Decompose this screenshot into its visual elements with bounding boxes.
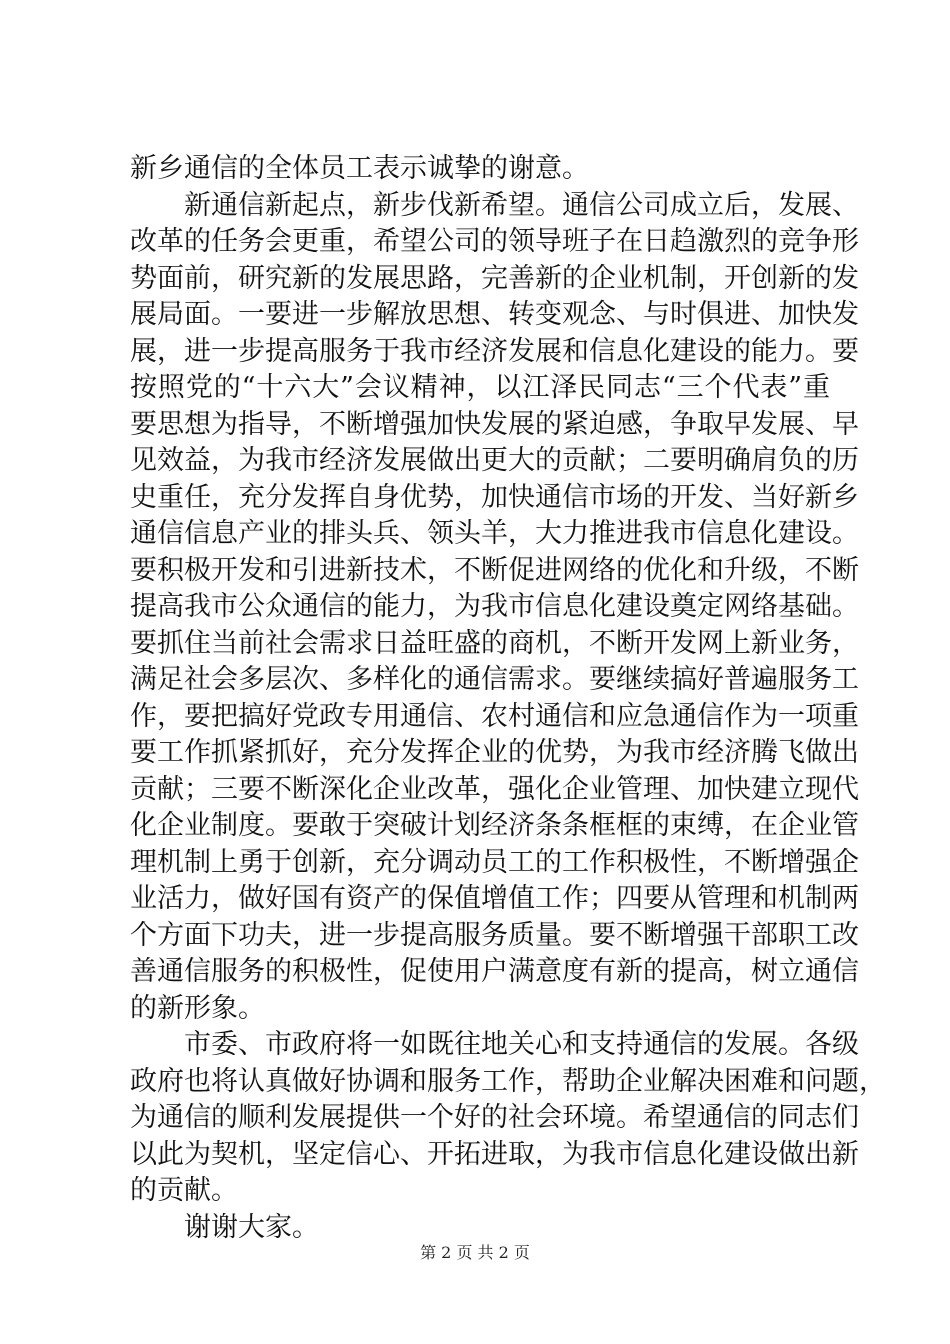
- text-line: 展，进一步提高服务于我市经济发展和信息化建设的能力。要: [130, 336, 859, 367]
- text-line: 展局面。一要进一步解放思想、转变观念、与时俱进、加快发: [130, 299, 859, 330]
- text-line: 以此为契机，坚定信心、开拓进取，为我市信息化建设做出新: [130, 1139, 859, 1170]
- text-line: 史重任，充分发挥自身优势，加快通信市场的开发、当好新乡: [130, 482, 859, 513]
- text-line: 谢谢大家。: [130, 1212, 319, 1243]
- text-line: 提高我市公众通信的能力，为我市信息化建设奠定网络基础。: [130, 591, 859, 622]
- text-line: 新通信新起点，新步伐新希望。通信公司成立后，发展、: [130, 190, 859, 221]
- text-line: 政府也将认真做好协调和服务工作，帮助企业解决困难和问题，: [130, 1066, 886, 1097]
- text-line: 为通信的顺利发展提供一个好的社会环境。希望通信的同志们: [130, 1102, 859, 1133]
- text-line: 业活力，做好国有资产的保值增值工作；四要从管理和机制两: [130, 883, 859, 914]
- page-footer: 第 2 页 共 2 页: [420, 1243, 530, 1262]
- text-line: 要工作抓紧抓好，充分发挥企业的优势，为我市经济腾飞做出: [130, 737, 859, 768]
- text-line: 改革的任务会更重，希望公司的领导班子在日趋激烈的竞争形: [130, 226, 859, 257]
- text-line: 化企业制度。要敢于突破计划经济条条框框的束缚，在企业管: [130, 810, 859, 841]
- text-line: 理机制上勇于创新，充分调动员工的工作积极性，不断增强企: [130, 847, 859, 878]
- text-line: 见效益，为我市经济发展做出更大的贡献；二要明确肩负的历: [130, 445, 859, 476]
- text-line: 的贡献。: [130, 1175, 238, 1206]
- text-line: 新乡通信的全体员工表示诚挚的谢意。: [130, 153, 589, 184]
- text-line: 的新形象。: [130, 993, 265, 1024]
- text-line: 要思想为指导，不断增强加快发展的紧迫感，争取早发展、早: [130, 409, 859, 440]
- text-line: 善通信服务的积极性，促使用户满意度有新的提高，树立通信: [130, 956, 859, 987]
- text-line: 要抓住当前社会需求日益旺盛的商机，不断开发网上新业务，: [130, 628, 859, 659]
- text-line: 势面前，研究新的发展思路，完善新的企业机制，开创新的发: [130, 263, 859, 294]
- text-line: 满足社会多层次、多样化的通信需求。要继续搞好普遍服务工: [130, 664, 859, 695]
- text-line: 贡献；三要不断深化企业改革，强化企业管理、加快建立现代: [130, 774, 859, 805]
- text-line: 按照党的“十六大”会议精神，以江泽民同志“三个代表”重: [130, 372, 830, 403]
- text-line: 通信信息产业的排头兵、领头羊，大力推进我市信息化建设。: [130, 518, 859, 549]
- text-line: 市委、市政府将一如既往地关心和支持通信的发展。各级: [130, 1029, 859, 1060]
- text-line: 个方面下功夫，进一步提高服务质量。要不断增强干部职工改: [130, 920, 859, 951]
- text-line: 作，要把搞好党政专用通信、农村通信和应急通信作为一项重: [130, 701, 859, 732]
- text-line: 要积极开发和引进新技术，不断促进网络的优化和升级，不断: [130, 555, 859, 586]
